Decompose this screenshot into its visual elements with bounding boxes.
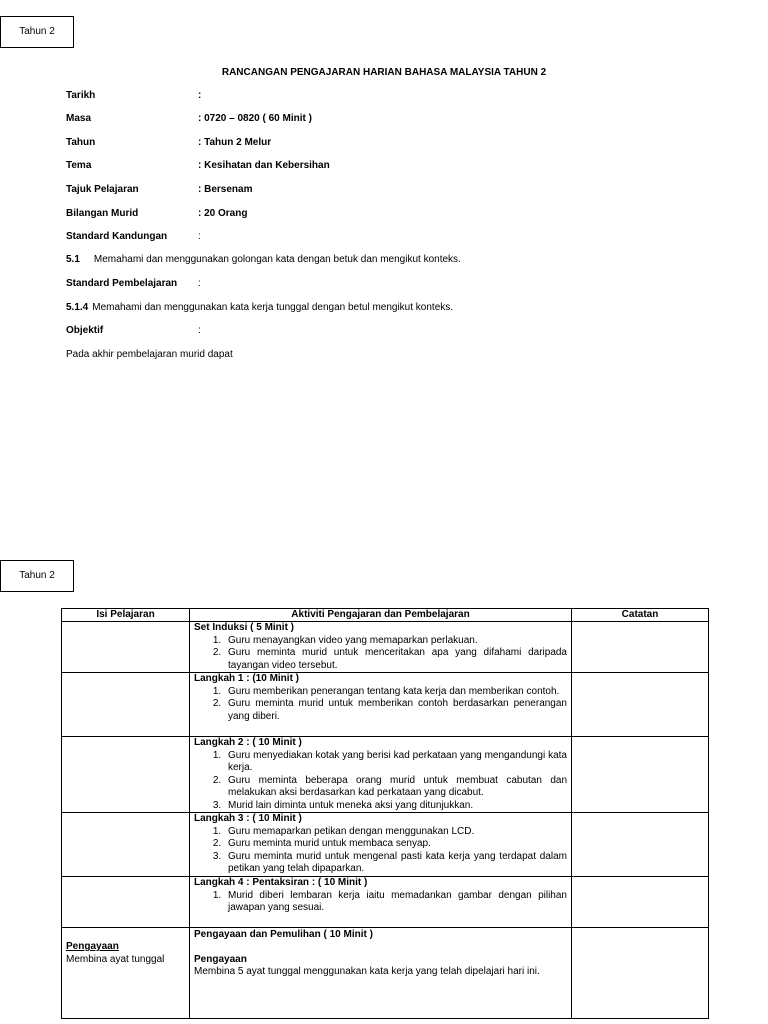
step-title: Pengayaan dan Pemulihan ( 10 Minit ) [194,929,373,940]
closing-text: Pada akhir pembelajaran murid dapat [66,349,233,360]
isi-cell [62,928,190,1019]
step-title: Langkah 2 : ( 10 Minit ) [194,737,302,748]
step-list [194,826,567,876]
field-label-tahun: Tahun [66,137,96,148]
standard-kandungan-code: 5.1 [66,254,80,265]
page2-tag-box [0,560,74,592]
table-row-set-induksi [62,622,709,673]
isi-cell [62,737,190,813]
catatan-cell [572,813,709,877]
field-label-bilangan: Bilangan Murid [66,208,139,219]
step-list [194,890,567,915]
table-row-langkah-1 [62,673,709,737]
catatan-cell [572,877,709,928]
page2-tag: Tahun 2 [19,570,55,581]
objektif-label: Objektif [66,325,104,336]
step-list [194,750,567,813]
list-item: 1. Guru menayangkan video yang memaparkan perlakuan. [224,635,567,648]
table-row-langkah-4 [62,877,709,928]
pengayaan-text: Membina 5 ayat tunggal menggunakan kata kerja yang telah dipelajari hari ini. [194,966,540,977]
aktiviti-cell [190,813,572,877]
list-item: 2. Guru meminta murid untuk menceritakan apa yang difahami daripada tayangan video tersebut. [224,647,567,672]
field-label-masa: Masa [66,113,92,124]
isi-cell [62,813,190,877]
document-title: RANCANGAN PENGAJARAN HARIAN BAHASA MALAYSIA TAHUN 2 [221,67,547,78]
list-item: 3. Murid lain diminta untuk meneka aksi yang ditunjukkan. [224,800,567,813]
field-value-bilangan: : 20 Orang [198,208,248,219]
isi-pengayaan-heading: Pengayaan [66,941,119,952]
field-value-masa: : 0720 – 0820 ( 60 Minit ) [198,113,312,124]
standard-pembelajaran-colon: : [198,278,201,289]
catatan-cell [572,928,709,1019]
isi-pengayaan-text: Membina ayat tunggal [66,953,165,965]
list-item: 3. Guru meminta murid untuk mengenal pasti kata kerja yang terdapat dalam petikan yang telah dipaparkan. [224,851,567,876]
step-title: Langkah 4 : Pentaksiran : ( 10 Minit ) [194,877,368,888]
field-value-tema: : Kesihatan dan Kebersihan [198,160,330,171]
isi-cell [62,622,190,673]
table-row-pengayaan [62,928,709,1019]
lesson-table [61,608,709,1019]
header-catatan: Catatan [572,609,709,622]
header-tag-box [0,16,74,48]
list-item: 1. Guru memberikan penerangan tentang kata kerja dan memberikan contoh. [224,686,567,699]
pengayaan-sub-heading: Pengayaan [194,953,247,965]
aktiviti-cell [190,673,572,737]
step-title: Set Induksi ( 5 Minit ) [194,622,295,633]
standard-pembelajaran-line [66,302,453,314]
header-aktiviti: Aktiviti Pengajaran dan Pembelajaran [190,609,572,622]
header-tag: Tahun 2 [19,26,55,37]
table-header-row [62,609,709,622]
list-item: 1. Guru menyediakan kotak yang berisi kad perkataan yang mengandungi kata kerja. [224,750,567,775]
field-label-tajuk: Tajuk Pelajaran [66,184,139,195]
isi-cell [62,877,190,928]
aktiviti-cell [190,737,572,813]
step-list [194,686,567,724]
header-isi-pelajaran: Isi Pelajaran [62,609,190,622]
list-item: 1. Murid diberi lembaran kerja iaitu memadankan gambar dengan pilihan jawapan yang sesuai. [224,890,567,915]
standard-kandungan-text: Memahami dan menggunakan golongan kata dengan betuk dan mengikut konteks. [93,254,461,265]
list-item: 2. Guru meminta beberapa orang murid untuk membuat cabutan dan melakukan aksi berdasarkan kad perkataan yang dicabut. [224,775,567,800]
list-item: 1. Guru memaparkan petikan dengan menggunakan LCD. [224,826,567,839]
aktiviti-cell [190,928,572,1019]
field-label-tarikh: Tarikh [66,90,96,101]
standard-pembelajaran-code: 5.1.4 [66,302,89,313]
standard-kandungan-colon: : [198,231,201,242]
objektif-colon: : [198,325,201,336]
field-label-tema: Tema [66,160,92,171]
table-row-langkah-3 [62,813,709,877]
step-title: Langkah 1 : (10 Minit ) [194,673,300,684]
field-value-tajuk: : Bersenam [198,184,253,195]
catatan-cell [572,737,709,813]
standard-kandungan-label: Standard Kandungan [66,231,168,242]
field-value-tahun: : Tahun 2 Melur [198,137,272,148]
isi-cell [62,673,190,737]
list-item: 2. Guru meminta murid untuk membaca senyap. [224,838,567,851]
aktiviti-cell [190,622,572,673]
standard-pembelajaran-label: Standard Pembelajaran [66,278,178,289]
catatan-cell [572,622,709,673]
standard-kandungan-line [66,254,461,266]
list-item: 2. Guru meminta murid untuk memberikan contoh berdasarkan penerangan yang diberi. [224,698,567,723]
table-row-langkah-2 [62,737,709,813]
aktiviti-cell [190,877,572,928]
catatan-cell [572,673,709,737]
standard-pembelajaran-text: Memahami dan menggunakan kata kerja tunggal dengan betul mengikut konteks. [92,302,454,313]
step-title: Langkah 3 : ( 10 Minit ) [194,813,302,824]
field-value-tarikh: : [198,90,202,101]
step-list [194,635,567,673]
